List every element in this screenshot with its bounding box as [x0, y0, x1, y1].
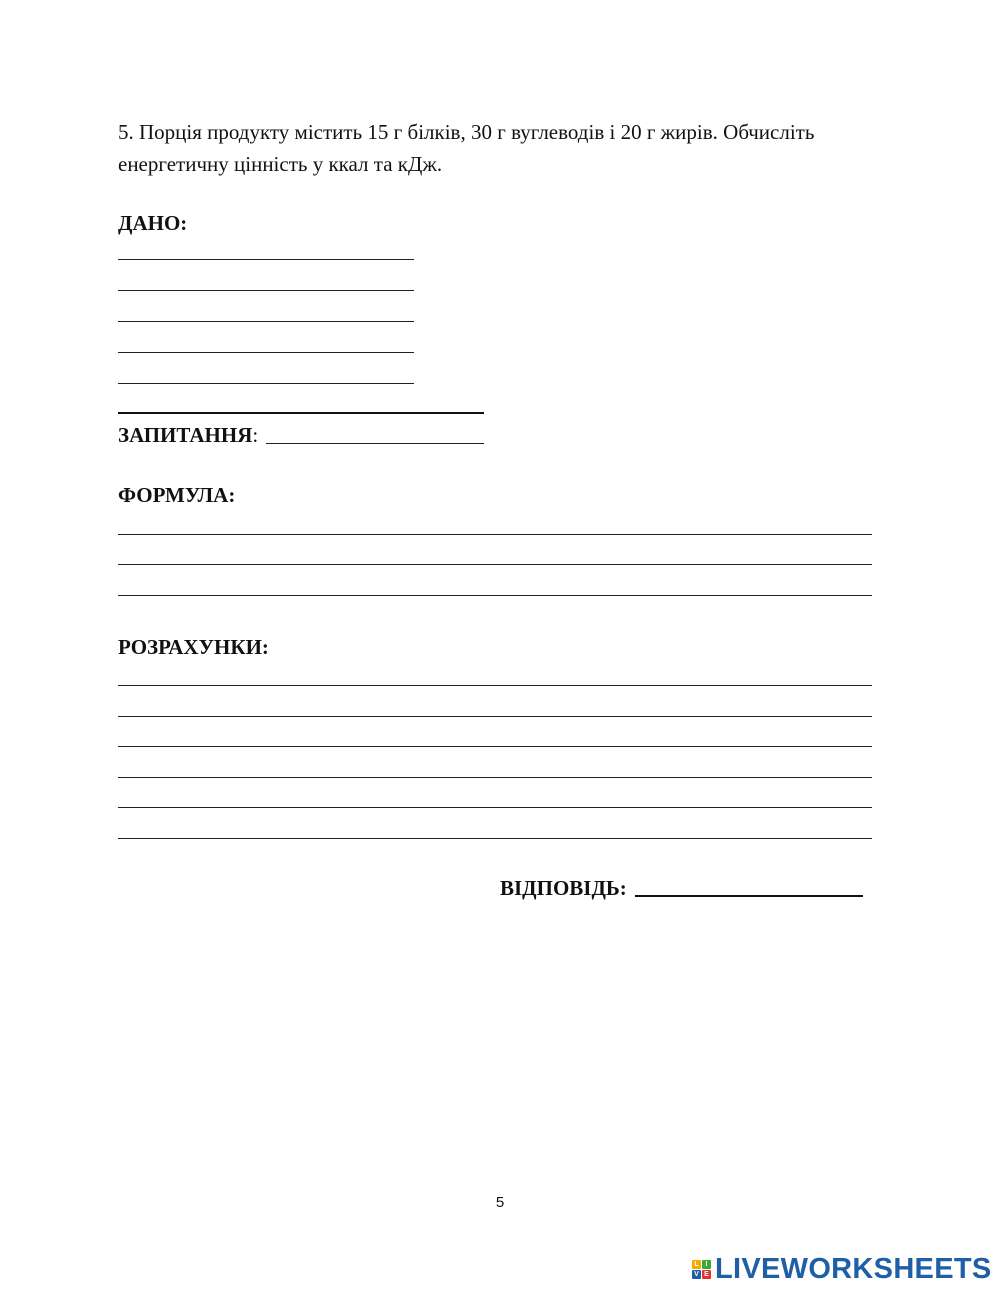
logo-grid-cell: V — [692, 1270, 701, 1279]
question-colon: : — [252, 423, 259, 447]
given-line-4[interactable] — [118, 352, 414, 353]
formula-heading: ФОРМУЛА: — [118, 483, 236, 507]
formula-line-3[interactable] — [118, 595, 872, 596]
calculations-line-3[interactable] — [118, 746, 872, 747]
formula-line-1[interactable] — [118, 534, 872, 535]
page-number: 5 — [495, 1194, 505, 1211]
logo-grid-icon — [692, 1260, 711, 1279]
calculations-line-4[interactable] — [118, 777, 872, 778]
given-line-3[interactable] — [118, 321, 414, 322]
given-line-5[interactable] — [118, 383, 414, 384]
liveworksheets-logo[interactable] — [692, 1254, 992, 1284]
answer-label: ВІДПОВІДЬ: — [500, 876, 627, 900]
given-line-1[interactable] — [118, 259, 414, 260]
answer-row — [500, 875, 863, 901]
calculations-line-5[interactable] — [118, 807, 872, 808]
logo-text: LIVEWORKSHEETS — [715, 1253, 992, 1285]
answer-line[interactable] — [635, 895, 863, 897]
given-heading: ДАНО: — [118, 211, 188, 235]
given-line-2[interactable] — [118, 290, 414, 291]
given-separator-line — [118, 412, 484, 414]
task-text: 5. Порція продукту містить 15 г білків, 30 г вуглеводів і 20 г жирів. Обчисліть енергетичну цінність у ккал та кДж. — [118, 120, 815, 176]
logo-grid-cell: E — [702, 1270, 711, 1279]
question-row — [118, 422, 484, 448]
formula-line-2[interactable] — [118, 564, 872, 565]
question-answer-line[interactable] — [266, 443, 484, 444]
calculations-heading: РОЗРАХУНКИ: — [118, 635, 269, 659]
calculations-line-1[interactable] — [118, 685, 872, 686]
logo-grid-cell: I — [702, 1260, 711, 1269]
question-label: ЗАПИТАННЯ — [118, 423, 253, 447]
logo-grid-cell: L — [692, 1260, 701, 1269]
calculations-line-2[interactable] — [118, 716, 872, 717]
calculations-line-6[interactable] — [118, 838, 872, 839]
